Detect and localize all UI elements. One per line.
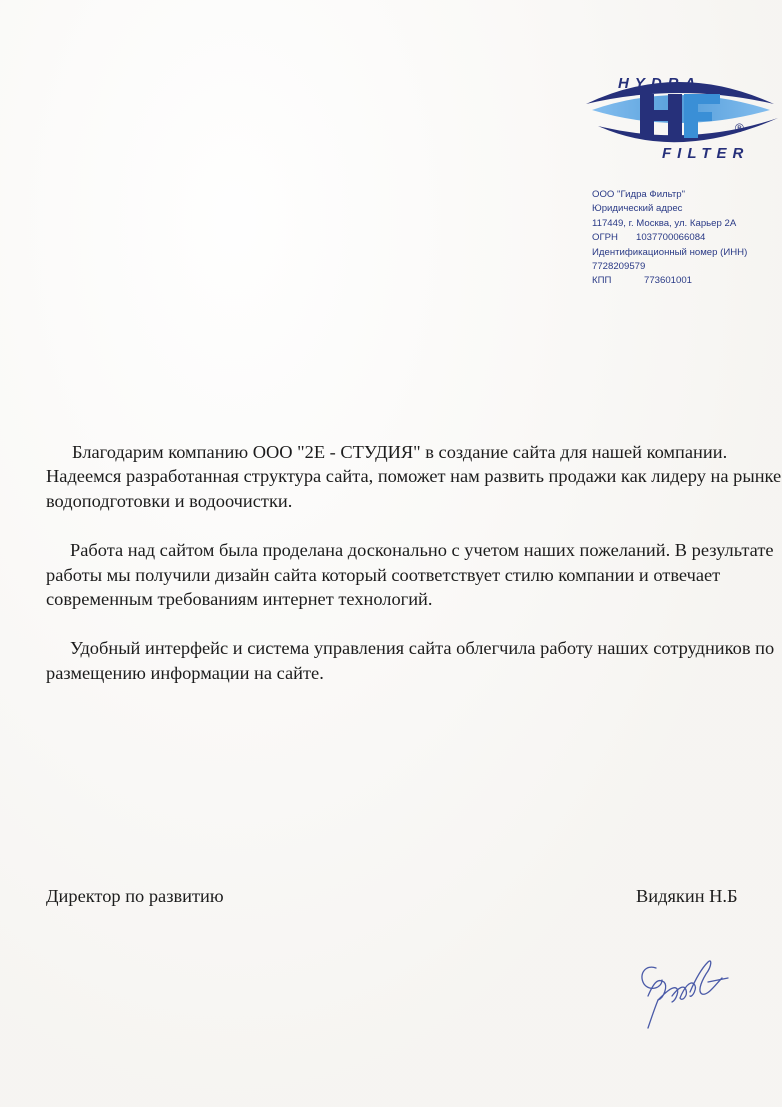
inn-label: Идентификационный номер (ИНН) [592,246,748,258]
registered-mark: ® [735,121,744,135]
legal-address: 117449, г. Москва, ул. Карьер 2А [592,217,737,229]
hydra-filter-logo-graphic [578,66,782,166]
letter-body [46,440,782,710]
handwritten-signature [628,938,738,1032]
company-name: ООО "Гидра Фильтр" [592,189,686,200]
kpp-row [592,274,782,288]
ogrn-label: ОГРН [592,232,618,244]
kpp-label: КПП [592,275,612,287]
inn-value: 7728209579 [592,261,646,273]
company-requisites [592,188,782,289]
signatory-title: Директор по развитию [46,886,224,906]
letter-paragraph: Работа над сайтом была проделана досконально с учетом наших пожеланий. В результате работы мы получили дизайн сайта который соответствует стилю компании и отвечает современным требованиям интернет технологий. [46,540,774,610]
kpp-value: 773601001 [644,275,693,287]
letter-paragraph: Удобный интерфейс и система управления сайта облегчила работу наших сотрудников по размещению информации на сайте. [46,638,775,683]
logo-bottom-text: FILTER [662,145,750,162]
hydra-filter-logo [578,66,782,166]
ogrn-value: 1037700066084 [636,232,706,244]
signatory-name: Видякин Н.Б [636,886,738,906]
letter-paragraph: Благодарим компанию ООО "2Е - СТУДИЯ" в создание сайта для нашей компании. Надеемся разработанная структура сайта, поможет нам развить продажи как лидеру на рынке водоподготовки и водоочистки. [46,442,782,511]
legal-address-label: Юридический адрес [592,203,683,215]
logo-top-text: HYDRA [618,75,702,92]
ogrn-row [592,231,782,245]
